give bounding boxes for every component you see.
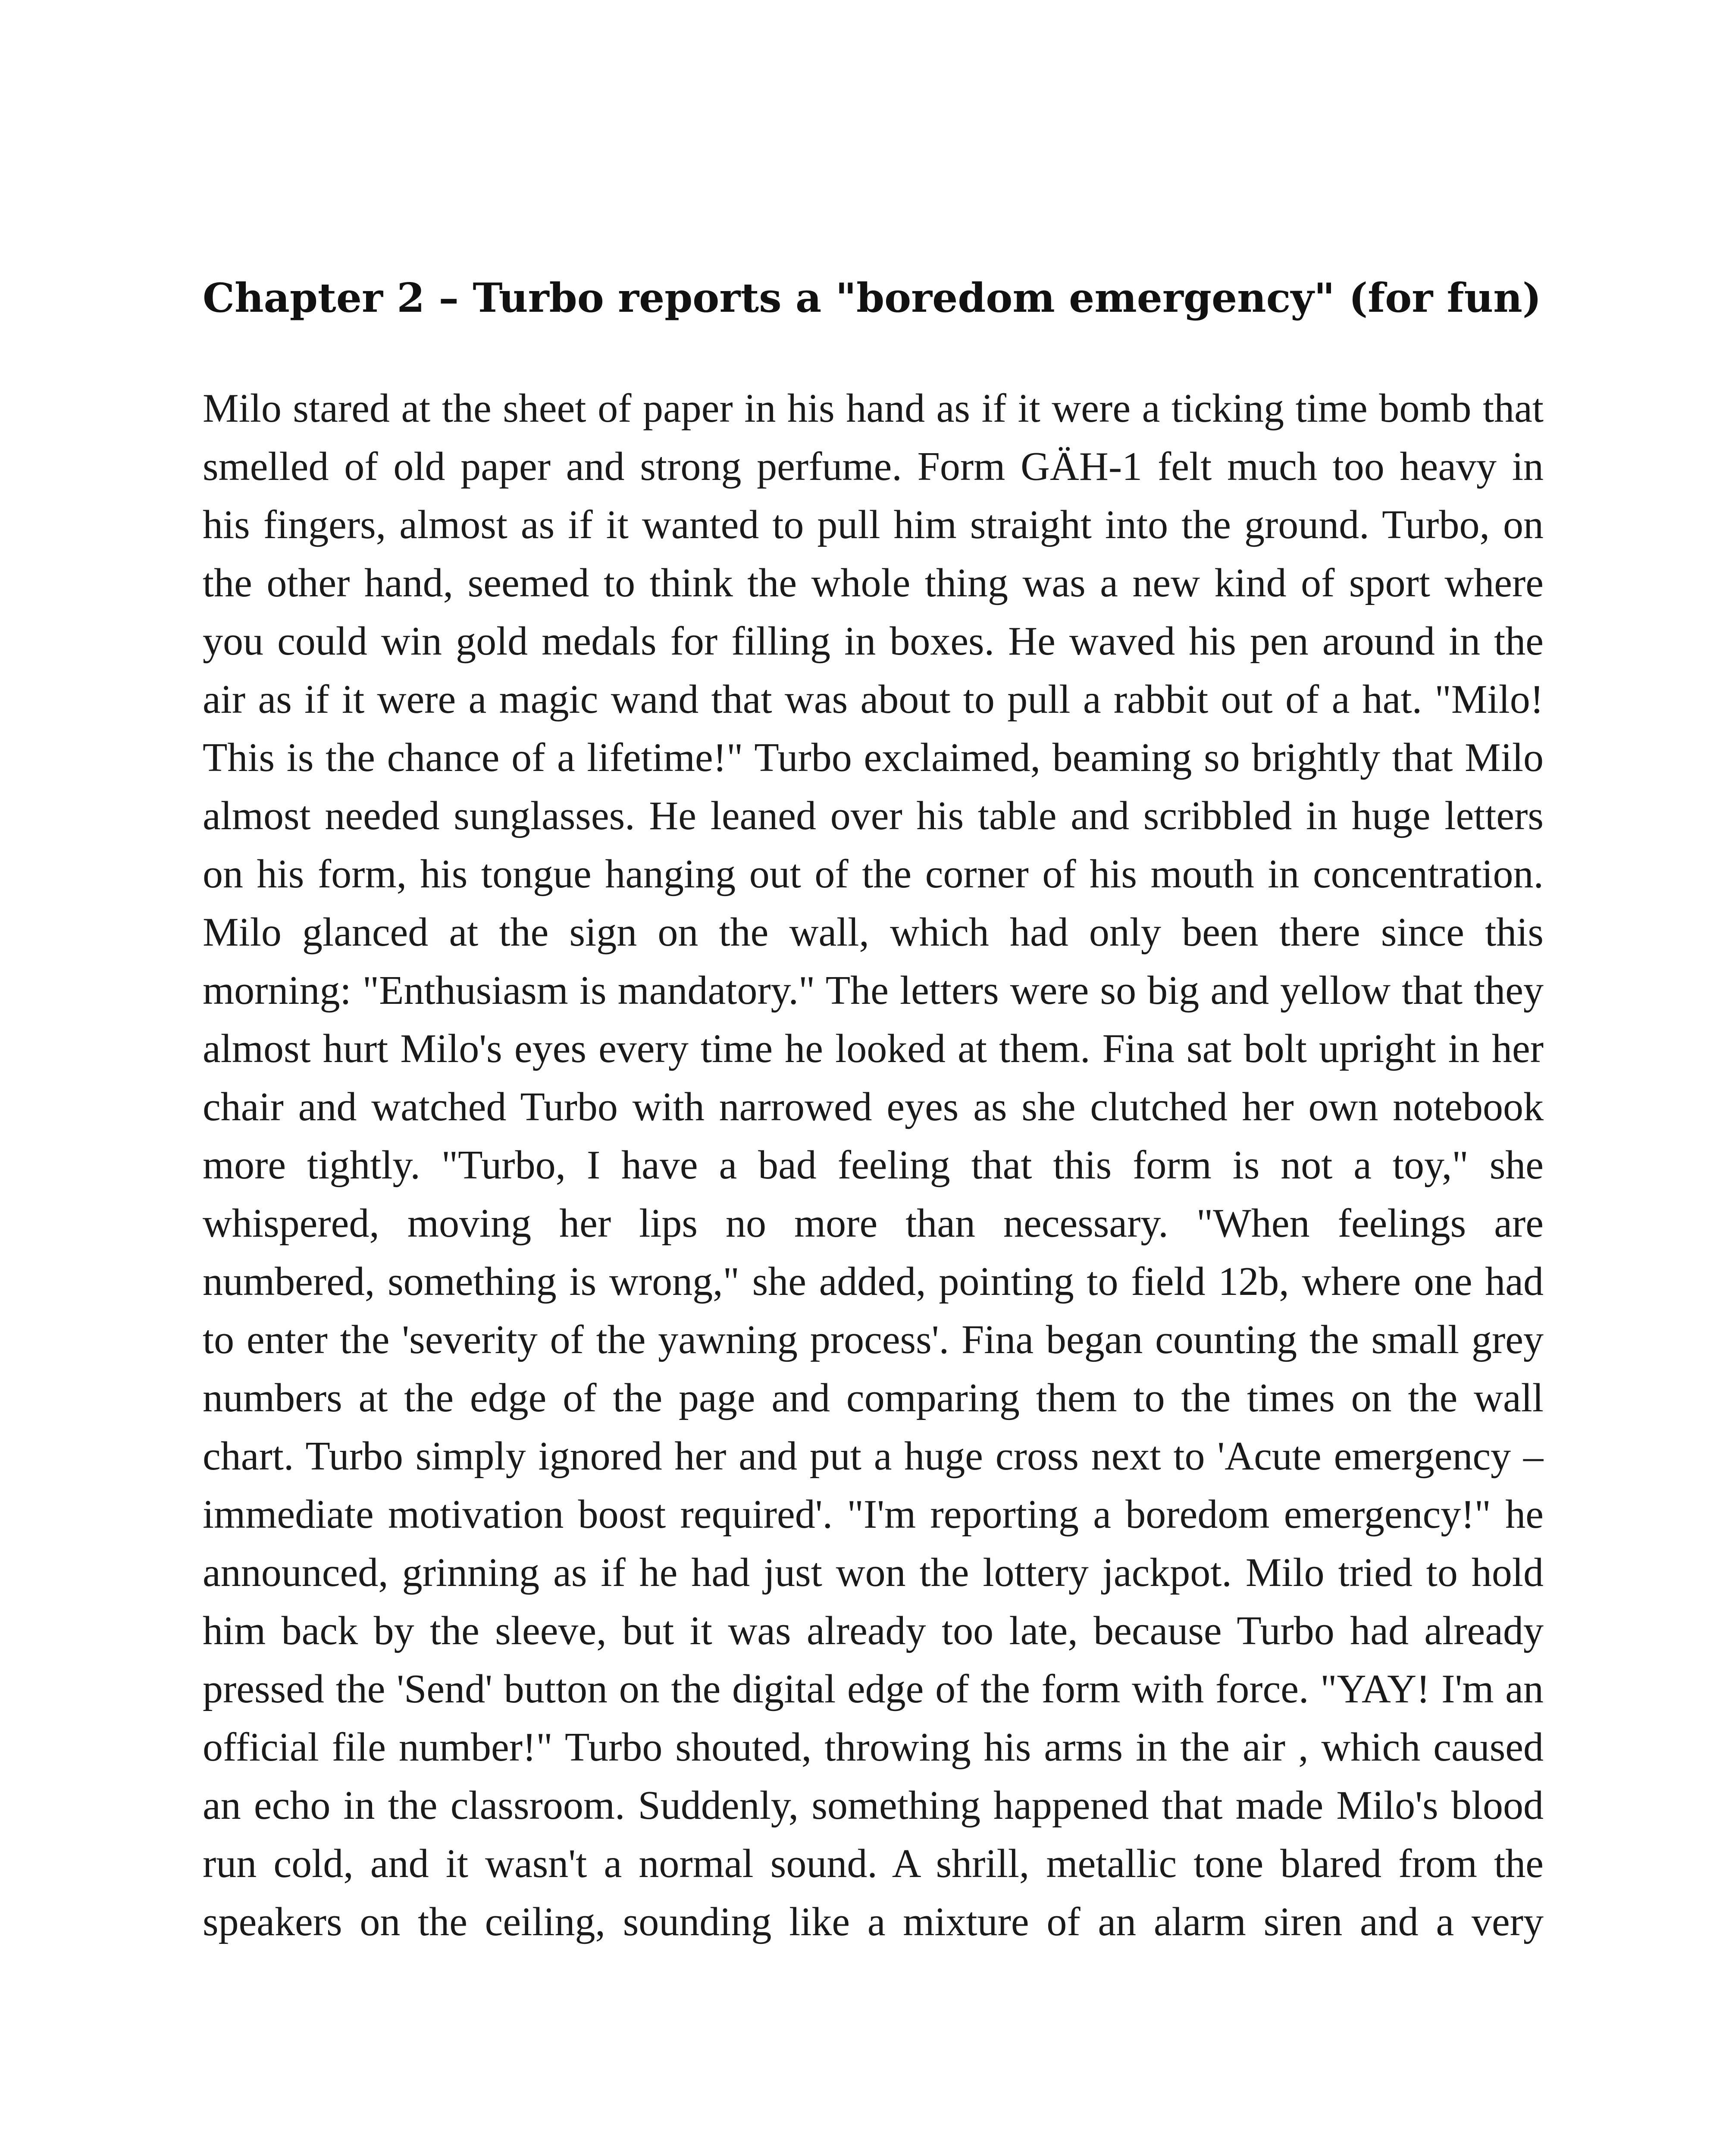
text-line: chair and watched Turbo with narrowed eyes as she clutched her own notebook — [203, 1084, 1544, 1129]
text-line: run cold, and it wasn't a normal sound. A shrill, metallic tone blared from the — [203, 1841, 1544, 1886]
text-line: immediate motivation boost required'. "I'm reporting a boredom emergency!" he — [203, 1492, 1544, 1537]
text-line: This is the chance of a lifetime!" Turbo exclaimed, beaming so brightly that Milo — [203, 735, 1544, 780]
text-line: you could win gold medals for filling in boxes. He waved his pen around in the — [203, 619, 1544, 664]
text-line: Milo glanced at the sign on the wall, which had only been there since this — [203, 910, 1544, 955]
text-line: pressed the 'Send' button on the digital edge of the form with force. "YAY! I'm an — [203, 1667, 1544, 1711]
text-line: air as if it were a magic wand that was about to pull a rabbit out of a hat. "Milo! — [203, 677, 1544, 722]
text-line: whispered, moving her lips no more than necessary. "When feelings are — [203, 1201, 1544, 1246]
text-line: almost needed sunglasses. He leaned over his table and scribbled in huge letters — [203, 793, 1544, 838]
text-line: numbers at the edge of the page and comparing them to the times on the wall — [203, 1376, 1544, 1420]
text-line: morning: "Enthusiasm is mandatory." The letters were so big and yellow that they — [203, 968, 1544, 1013]
text-line: official file number!" Turbo shouted, throwing his arms in the air , which caused — [203, 1725, 1544, 1770]
text-line: announced, grinning as if he had just won the lottery jackpot. Milo tried to hold — [203, 1550, 1544, 1595]
text-line: chart. Turbo simply ignored her and put a huge cross next to 'Acute emergency – — [203, 1434, 1544, 1479]
text-line: speakers on the ceiling, sounding like a mixture of an alarm siren and a very — [203, 1899, 1544, 1944]
text-line: his fingers, almost as if it wanted to pull him straight into the ground. Turbo, on — [203, 502, 1544, 547]
text-line: him back by the sleeve, but it was already too late, because Turbo had already — [203, 1608, 1544, 1653]
text-line: almost hurt Milo's eyes every time he looked at them. Fina sat bolt upright in her — [203, 1026, 1544, 1071]
text-line: more tightly. "Turbo, I have a bad feeling that this form is not a toy," she — [203, 1143, 1544, 1188]
text-line: an echo in the classroom. Suddenly, something happened that made Milo's blood — [203, 1783, 1544, 1828]
body-paragraph — [203, 379, 1544, 1951]
text-line: numbered, something is wrong," she added, pointing to field 12b, where one had — [203, 1259, 1544, 1304]
text-line: the other hand, seemed to think the whole thing was a new kind of sport where — [203, 561, 1544, 605]
text-line: on his form, his tongue hanging out of the corner of his mouth in concentration. — [203, 852, 1544, 896]
chapter-title: Chapter 2 – Turbo reports a "boredom emergency" (for fun) — [203, 274, 1541, 321]
text-line: smelled of old paper and strong perfume. Form GÄH-1 felt much too heavy in — [203, 444, 1544, 489]
text-line: Milo stared at the sheet of paper in his hand as if it were a ticking time bomb that — [203, 386, 1544, 431]
text-line: to enter the 'severity of the yawning process'. Fina began counting the small grey — [203, 1317, 1544, 1362]
